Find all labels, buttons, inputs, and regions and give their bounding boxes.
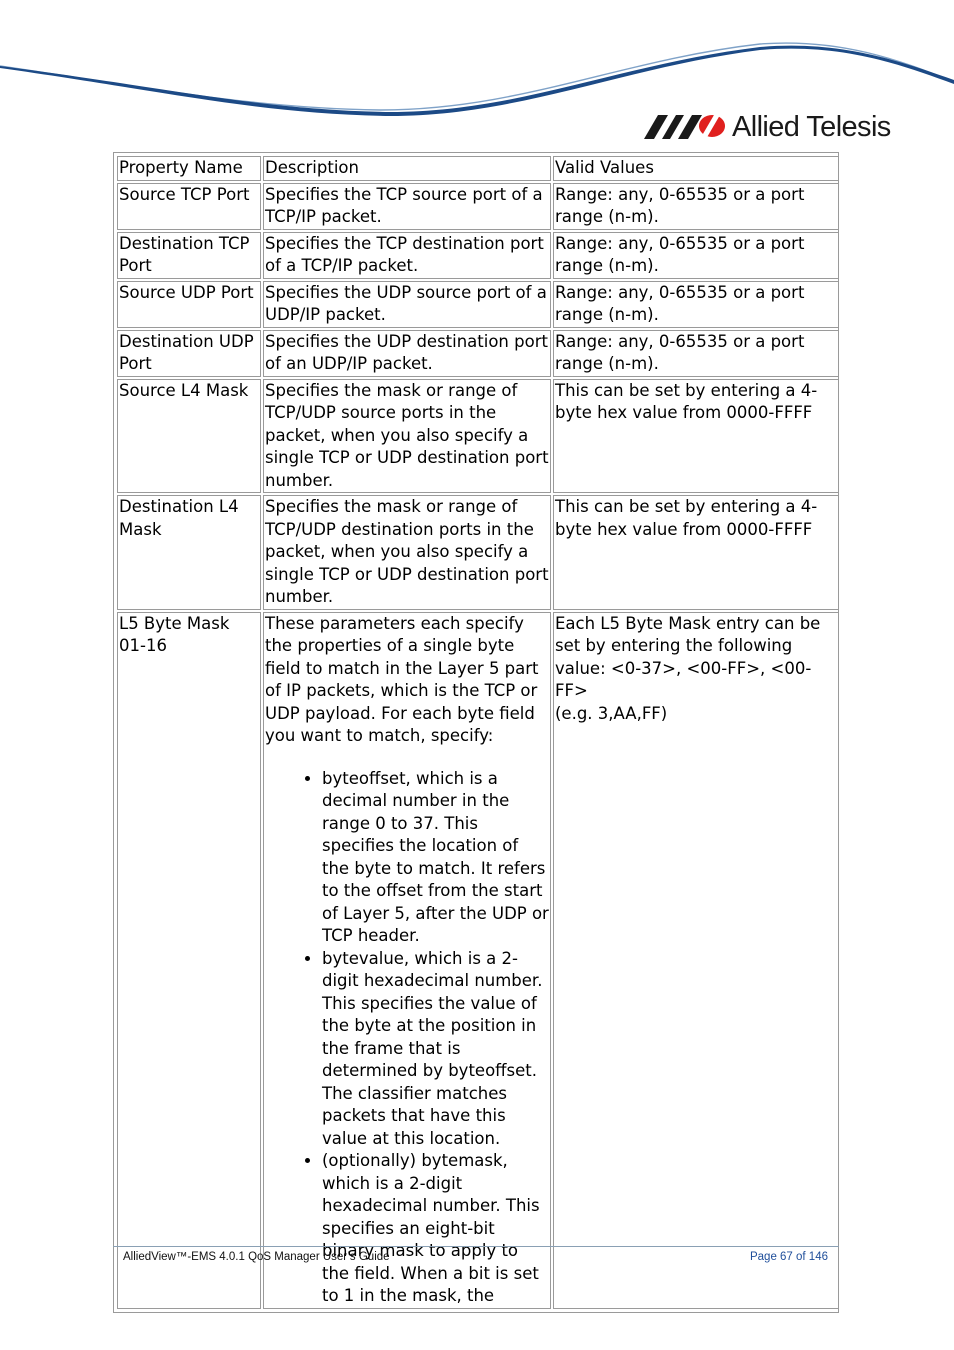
property-description: Specifies the TCP source port of a TCP/IP packet. <box>263 183 551 230</box>
list-item: • byteoffset, which is a decimal number in the range 0 to 37. This specifies the location of the byte to match. It refers to the offset from the start of Layer 5, after the UDP or TCP header. <box>322 768 549 948</box>
table-row <box>117 183 839 230</box>
list-item: • bytevalue, which is a 2-digit hexadecimal number. This specifies the value of the byte at the position in the frame that is determined by byteoffset. The classifier matches packets that have this value at this location. <box>322 948 549 1151</box>
property-name: Source UDP Port <box>117 281 261 328</box>
property-valid-values: Each L5 Byte Mask entry can be set by entering the following value: <0-37>, <00-FF>, <00-FF> <box>555 613 821 700</box>
table-header-row <box>117 156 839 181</box>
header-valid-values: Valid Values <box>553 156 839 181</box>
property-description: Specifies the TCP destination port of a TCP/IP packet. <box>263 232 551 279</box>
property-name: Source L4 Mask <box>117 379 261 494</box>
table-row <box>117 612 839 1309</box>
property-valid-values-cell <box>553 612 839 1309</box>
allied-telesis-logo <box>644 110 891 144</box>
property-name: Destination UDP Port <box>117 330 261 377</box>
allied-telesis-mark-icon <box>644 113 726 141</box>
table-row <box>117 281 839 328</box>
property-table <box>113 152 839 1313</box>
header-property-name: Property Name <box>117 156 261 181</box>
footer-divider <box>113 1246 839 1247</box>
property-valid-values: Range: any, 0-65535 or a port range (n-m). <box>553 281 839 328</box>
property-valid-values: Range: any, 0-65535 or a port range (n-m). <box>553 232 839 279</box>
footer-page-number: Page 67 of 146 <box>749 1251 828 1263</box>
byte-field-list <box>265 768 549 1308</box>
property-description: Specifies the UDP source port of a UDP/IP packet. <box>263 281 551 328</box>
valid-values-example: (e.g. 3,AA,FF) <box>555 703 668 723</box>
property-name: L5 Byte Mask 01-16 <box>117 612 261 1309</box>
property-description: Specifies the mask or range of TCP/UDP destination ports in the packet, when you also specify a single TCP or UDP destination port number. <box>263 495 551 610</box>
logo-text: Allied Telesis <box>732 110 891 143</box>
header-description: Description <box>263 156 551 181</box>
property-description: Specifies the mask or range of TCP/UDP source ports in the packet, when you also specify a single TCP or UDP destination port number. <box>263 379 551 494</box>
list-item: • (optionally) bytemask, which is a 2-digit hexadecimal number. This specifies an eight-bit binary mask to apply to the field. When a bit is set to 1 in the mask, the <box>322 1150 549 1308</box>
property-valid-values: This can be set by entering a 4-byte hex value from 0000-FFFF <box>553 495 839 610</box>
table-row <box>117 379 839 494</box>
property-name: Source TCP Port <box>117 183 261 230</box>
table-row <box>117 495 839 610</box>
property-description: Specifies the UDP destination port of an UDP/IP packet. <box>263 330 551 377</box>
property-description-cell <box>263 612 551 1309</box>
footer-document-title: AlliedView™-EMS 4.0.1 QoS Manager User’s Guide <box>123 1251 390 1263</box>
property-valid-values: This can be set by entering a 4-byte hex value from 0000-FFFF <box>553 379 839 494</box>
table-row <box>117 232 839 279</box>
table-row <box>117 330 839 377</box>
property-valid-values: Range: any, 0-65535 or a port range (n-m). <box>553 330 839 377</box>
property-name: Destination L4 Mask <box>117 495 261 610</box>
property-description: These parameters each specify the properties of a single byte field to match in the Layer 5 part of IP packets, which is the TCP or UDP payload. For each byte field you want to match, specify: <box>265 613 539 745</box>
property-name: Destination TCP Port <box>117 232 261 279</box>
property-valid-values: Range: any, 0-65535 or a port range (n-m). <box>553 183 839 230</box>
